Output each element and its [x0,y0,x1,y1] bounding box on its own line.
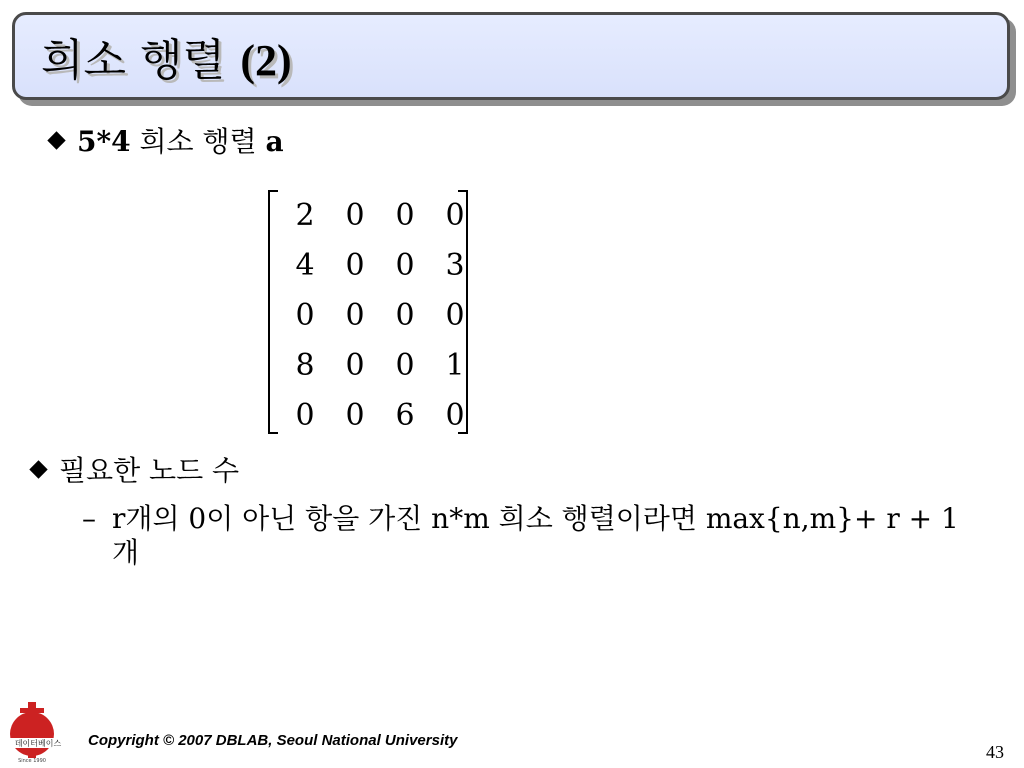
sub-bullet-text [112,502,992,570]
matrix-cell: 8 [295,347,315,383]
bullet-node-count [32,454,240,487]
diamond-bullet-icon [47,131,65,149]
bullet-korean: 희소 행렬 [130,125,266,158]
bullet-suffix: a [265,125,284,158]
logo-text: 데이터베이스 [14,739,62,748]
matrix-cell: 0 [395,347,415,383]
matrix-cell: 0 [345,247,365,283]
sub-nm: n*m [431,502,490,535]
page-number: 43 [986,742,1004,762]
matrix-cell: 1 [445,347,465,383]
sub-r: r [112,502,126,535]
matrix-cell: 0 [295,297,315,333]
matrix-cell: 0 [445,297,465,333]
sub-kr1: 개의 [125,502,189,535]
matrix-cell: 0 [395,297,415,333]
sparse-matrix [268,190,468,434]
title-korean: 희소 행렬 [41,35,226,86]
bullet-prefix: 5*4 [77,125,131,158]
logo-cross-bar [20,708,44,713]
copyright-text: Copyright © 2007 DBLAB, Seoul National University [88,732,458,749]
matrix-cell: 0 [345,297,365,333]
dash-bullet: – [82,502,96,535]
matrix-cell: 6 [395,397,415,433]
sub-max: max{n,m}+ r + 1 [705,502,959,535]
matrix-cell: 0 [445,197,465,233]
matrix-cell: 0 [345,197,365,233]
matrix-cell: 3 [445,247,465,283]
matrix-cell: 0 [395,197,415,233]
slide-title [41,35,292,86]
matrix-left-bracket [268,190,278,434]
matrix-cell: 0 [445,397,465,433]
title-number: (2) [240,36,292,85]
sub-kr4: 개 [112,536,140,569]
matrix-right-bracket [458,190,468,434]
matrix-cell: 0 [345,397,365,433]
title-box [12,12,1010,100]
matrix-cell: 4 [295,247,315,283]
matrix-cell: 0 [345,347,365,383]
sub-kr3: 희소 행렬이라면 [489,502,706,535]
matrix-cell: 0 [395,247,415,283]
bullet-matrix-label [50,125,284,158]
sub-kr2: 이 아닌 항을 가진 [206,502,432,535]
bullet-node-count-text: 필요한 노드 수 [59,454,240,487]
dblab-logo [2,700,74,766]
sub-zero: 0 [188,502,207,535]
matrix-cells [280,190,465,434]
matrix-cell: 2 [295,197,315,233]
diamond-bullet-icon [29,460,47,478]
logo-since: Since 1990 [18,758,46,764]
matrix-cell: 0 [295,397,315,433]
